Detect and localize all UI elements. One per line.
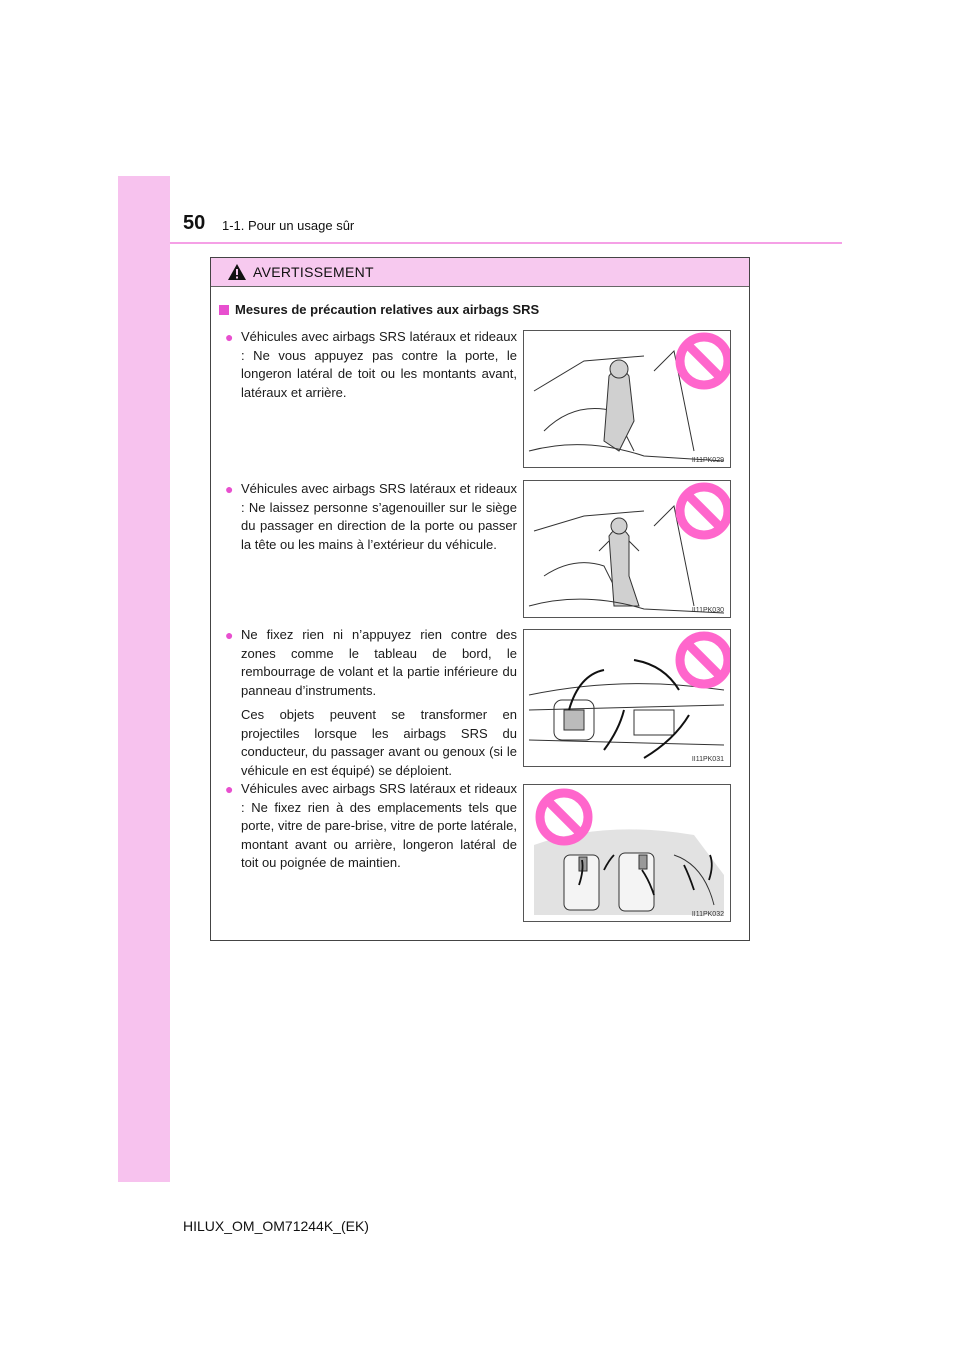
prohibition-icon (680, 487, 728, 535)
figure-code: II11PK030 (691, 607, 724, 614)
illustration-kneeling-on-seat (523, 480, 731, 618)
illustration-drawing (524, 331, 730, 467)
illustration-cabin-attachments (523, 784, 731, 922)
illustration-drawing (524, 785, 730, 921)
bullet-icon: ● (225, 781, 234, 797)
item-text: Ne fixez rien ni n’appuyez rien contre des zones comme le tableau de bord, le rembourrage de volant et la partie inférieure du panneau d’instruments. (241, 627, 517, 698)
header-divider (170, 242, 842, 244)
bullet-icon: ● (225, 481, 234, 497)
bullet-icon: ● (225, 627, 234, 643)
prohibition-icon (680, 337, 728, 385)
figure-code: II11PK031 (691, 756, 724, 763)
subheading-text: Mesures de précaution relatives aux airbags SRS (235, 302, 540, 317)
list-item (225, 780, 517, 873)
list-item (225, 328, 517, 402)
warning-title: AVERTISSEMENT (253, 264, 374, 280)
illustration-dashboard (523, 629, 731, 767)
square-bullet-icon (219, 305, 229, 315)
prohibition-icon (680, 636, 728, 684)
item-text: Véhicules avec airbags SRS latéraux et rideaux : Ne laissez personne s’agenouiller sur le siège du passager en direction de la porte ou passer la tête ou les mains à l’extérieur du véhicule. (241, 481, 517, 552)
list-item (225, 480, 517, 554)
subheading (219, 302, 539, 317)
side-tab-band (118, 176, 170, 1182)
figure-code: II11PK032 (691, 911, 724, 918)
item-text: Véhicules avec airbags SRS latéraux et rideaux : Ne fixez rien à des emplacements tels que porte, vitre de pare-brise, vitre de porte latérale, montant avant ou arrière, longeron latéral de toit ou poignée de maintien. (241, 781, 517, 870)
item-text: Véhicules avec airbags SRS latéraux et rideaux : Ne vous appuyez pas contre la porte, le longeron latéral de toit ou les montants avant, latéraux et arrière. (241, 329, 517, 400)
warning-triangle-icon (227, 263, 247, 281)
warning-box (210, 257, 750, 941)
page-number: 50 (183, 212, 206, 234)
illustration-drawing (524, 630, 730, 766)
item-note: Ces objets peuvent se transformer en projectiles lorsque les airbags SRS du conducteur, du passager avant ou genoux (si le véhicule en est équipé) se déploient. (241, 707, 517, 778)
document-code: HILUX_OM_OM71244K_(EK) (183, 1218, 369, 1234)
prohibition-icon (540, 793, 588, 841)
warning-header (211, 258, 749, 287)
figure-code: II11PK029 (691, 457, 724, 464)
illustration-drawing (524, 481, 730, 617)
list-item (225, 626, 517, 780)
bullet-icon: ● (225, 329, 234, 345)
section-title: 1-1. Pour un usage sûr (222, 218, 355, 233)
illustration-leaning-on-door (523, 330, 731, 468)
